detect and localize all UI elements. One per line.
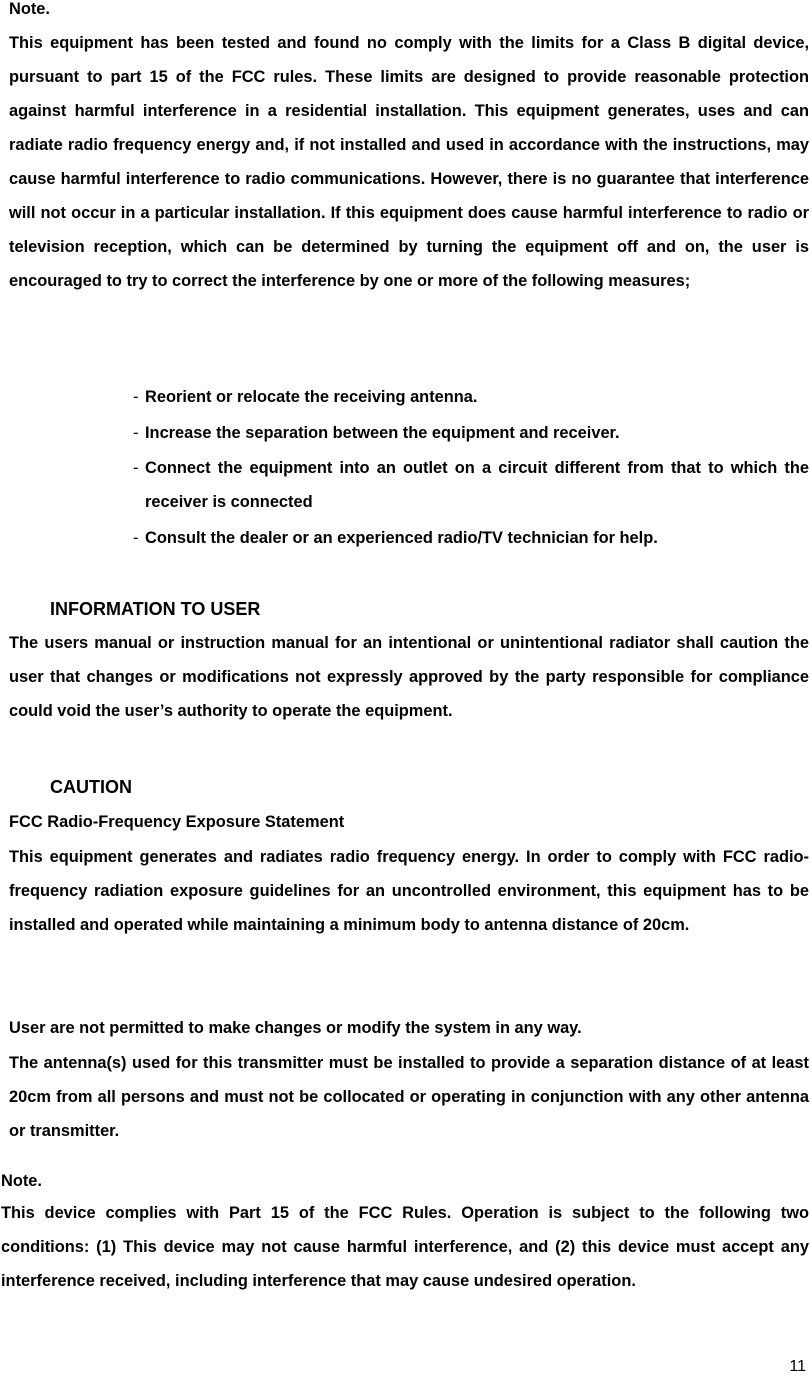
dash-marker: - — [133, 424, 139, 442]
info-heading: INFORMATION TO USER — [50, 599, 261, 619]
measure-text: Reorient or relocate the receiving antenna. — [145, 388, 478, 406]
measure-item — [133, 521, 809, 555]
note-paragraph: This equipment has been tested and found no comply with the limits for a Class B digital device, pursuant to part 15 of the FCC rules. These limits are designed to provide reasonable protection against harmful interference in a residential installation. This equipment generates, uses and can radiate radio frequency energy and, if not installed and used in accordance with the instructions, may cause harmful interference to radio communications. However, there is no guarantee that interference will not occur in a particular installation. If this equipment does cause harmful interference to radio or television reception, which can be determined by turning the equipment off and on, the user is encouraged to try to correct the interference by one or more of the following measures; — [9, 34, 809, 290]
note-label: Note. — [9, 0, 50, 18]
measure-item — [133, 416, 809, 450]
dash-marker: - — [133, 529, 139, 547]
dash-marker: - — [133, 388, 139, 406]
note2-paragraph: This device complies with Part 15 of the FCC Rules. Operation is subject to the following two conditions: (1) This device may not cause harmful interference, and (2) this device must accept any interference received, including interference that may cause undesired operation. — [1, 1204, 809, 1290]
caution-heading: CAUTION — [50, 777, 132, 797]
measure-text: Increase the separation between the equipment and receiver. — [145, 424, 620, 442]
caution-paragraph-3: The antenna(s) used for this transmitter must be installed to provide a separation distance of at least 20cm from all persons and must not be collocated or operating in conjunction with any other antenna or transmitter. — [9, 1054, 809, 1140]
caution-paragraph-2: User are not permitted to make changes or modify the system in any way. — [9, 1019, 582, 1037]
page-number: 11 — [789, 1358, 806, 1375]
measure-item — [133, 451, 809, 519]
note-section — [9, 0, 809, 298]
dash-marker: - — [133, 459, 139, 477]
measure-text: Connect the equipment into an outlet on a circuit different from that to which the receiver is connected — [145, 459, 809, 511]
caution-paragraph-1: This equipment generates and radiates radio frequency energy. In order to comply with FCC radio-frequency radiation exposure guidelines for an uncontrolled environment, this equipment has to be installed and operated while maintaining a minimum body to antenna distance of 20cm. — [9, 848, 809, 934]
info-paragraph: The users manual or instruction manual for an intentional or unintentional radiator shall caution the user that changes or modifications not expressly approved by the party responsible for compliance could void the user’s authority to operate the equipment. — [9, 634, 809, 720]
rf-exposure-subheading: FCC Radio-Frequency Exposure Statement — [9, 813, 345, 831]
note2-label: Note. — [1, 1172, 42, 1190]
measure-item — [133, 380, 809, 414]
measure-text: Consult the dealer or an experienced radio/TV technician for help. — [145, 529, 658, 547]
